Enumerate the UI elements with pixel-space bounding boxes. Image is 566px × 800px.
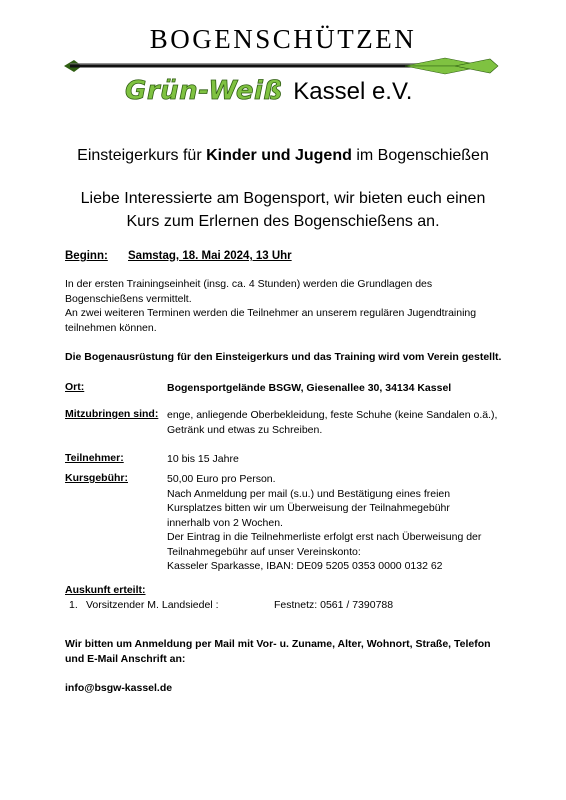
gebuehr-line: Der Eintrag in die Teilnehmerliste erfolgt erst nach Überweisung der [167, 531, 482, 543]
mitbringen-line-2: Getränk und etwas zu Schreiben. [167, 423, 323, 436]
anmeldung-text [65, 637, 545, 666]
auskunft-person: Vorsitzender M. Landsiedel : [86, 599, 219, 611]
intro-line-1: Liebe Interessierte am Bogensport, wir bieten euch einen [80, 190, 486, 207]
gebuehr-value [167, 472, 547, 574]
gebuehr-line: 50,00 Euro pro Person. [167, 473, 276, 485]
anmeldung-line-2: und E-Mail Anschrift an: [65, 652, 186, 665]
ort-value: Bogensportgelände BSGW, Giesenallee 30, 34134 Kassel [167, 382, 452, 394]
logo-title: BOGENSCHÜTZEN [149, 24, 417, 54]
course-title [0, 147, 566, 165]
intro-line-2: Kurs zum Erlernen des Bogenschießens an. [126, 213, 440, 230]
teilnehmer-value: 10 bis 15 Jahre [167, 453, 239, 465]
gebuehr-line: Kasseler Sparkasse, IBAN: DE09 5205 0353 0000 0132 62 [167, 560, 443, 572]
logo-gruen: Grün [125, 76, 199, 106]
ort-label: Ort: [65, 381, 85, 393]
logo-club-name [125, 78, 412, 104]
course-title-suffix: im Bogenschießen [351, 147, 489, 164]
gebuehr-line: Kursplatzes bitten wir um Überweisung der Teilnahmegebühr [167, 502, 450, 514]
anmeldung-line-1: Wir bitten um Anmeldung per Mail mit Vor- u. Zuname, Alter, Wohnort, Straße, Telefon [65, 638, 491, 650]
description-line-4: teilnehmen können. [65, 321, 157, 334]
beginn-value: Samstag, 18. Mai 2024, 13 Uhr [128, 250, 292, 262]
beginn-label: Beginn: [65, 250, 108, 262]
course-title-prefix: Einsteigerkurs für [77, 147, 207, 164]
auskunft-phone: Festnetz: 0561 / 7390788 [274, 599, 394, 611]
gebuehr-line: Nach Anmeldung per mail (s.u.) und Bestätigung eines freien [167, 487, 451, 500]
course-title-bold: Kinder und Jugend [206, 147, 352, 164]
description-line-3: An zwei weiteren Terminen werden die Teilnehmer an unserem regulären Jugendtraining [65, 307, 477, 319]
gebuehr-label: Kursgebühr: [65, 472, 128, 484]
description-line-2: Bogenschießens vermittelt. [65, 292, 192, 305]
mitbringen-label: Mitzubringen sind: [65, 408, 159, 420]
logo-weiss: Weiß [208, 76, 283, 106]
logo-kassel: Kassel e.V. [293, 78, 413, 105]
auskunft-label: Auskunft erteilt: [65, 584, 146, 596]
intro-text [0, 187, 566, 233]
mitbringen-value [167, 408, 547, 437]
description-line-1: In der ersten Trainingseinheit (insg. ca. 4 Stunden) werden die Grundlagen des [65, 278, 433, 290]
equipment-note: Die Bogenausrüstung für den Einsteigerkurs und das Training wird vom Verein gestellt. [65, 351, 502, 363]
teilnehmer-label: Teilnehmer: [65, 452, 124, 464]
auskunft-number: 1. [69, 599, 78, 611]
logo-dash: - [198, 76, 209, 106]
gebuehr-line: Teilnahmegebühr auf unser Vereinskonto: [167, 545, 361, 558]
mitbringen-line-1: enge, anliegende Oberbekleidung, feste Schuhe (keine Sandalen o.ä.), [167, 409, 498, 421]
gebuehr-line: innerhalb von 2 Wochen. [167, 516, 283, 529]
contact-email[interactable]: info@bsgw-kassel.de [65, 682, 173, 694]
description [65, 277, 535, 335]
arrow-icon [60, 55, 500, 77]
